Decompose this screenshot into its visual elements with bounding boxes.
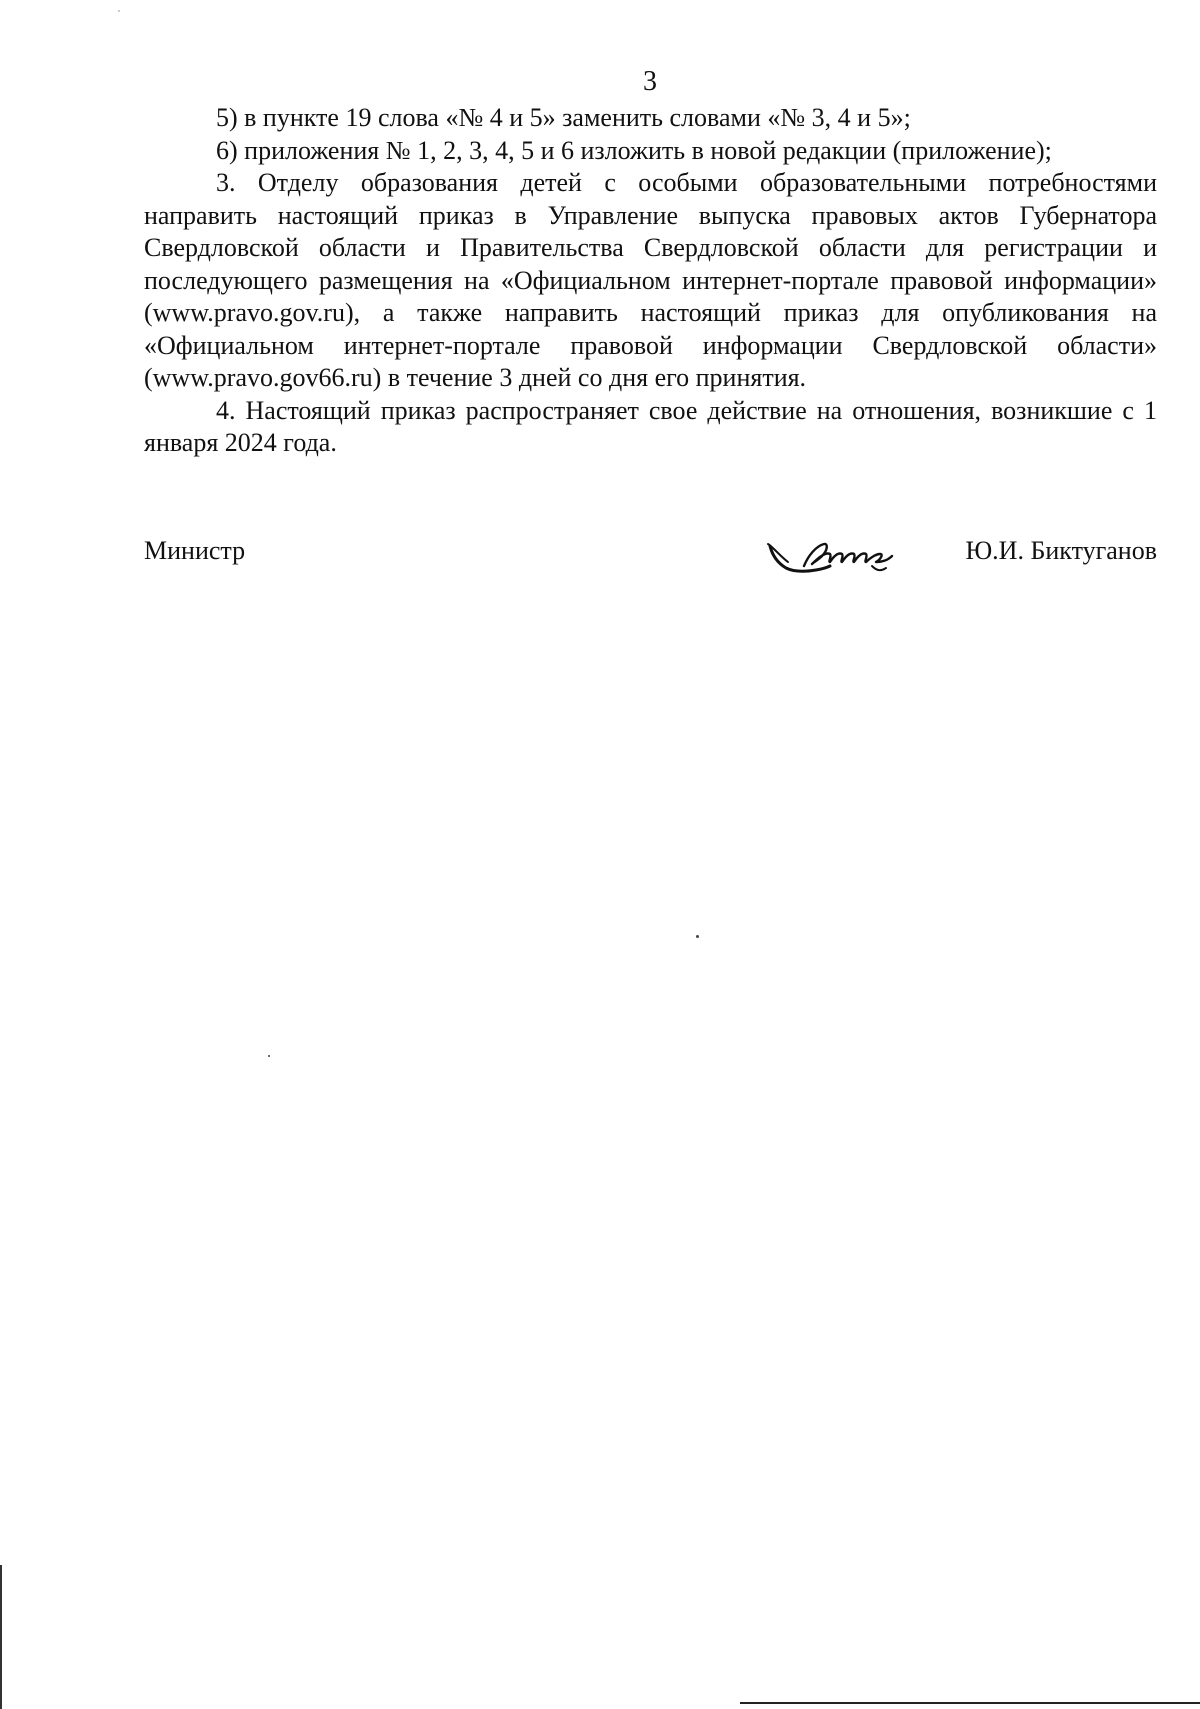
signatory-position: Министр <box>144 536 246 565</box>
paragraph-clause-4: 4. Настоящий приказ распространяет свое действие на отношения, возникшие с 1 января 2024 года. <box>144 395 1157 457</box>
scan-speck <box>268 1055 270 1057</box>
scan-edge-line <box>740 1702 1200 1704</box>
page-number: 3 <box>643 66 657 97</box>
handwritten-signature <box>764 532 904 578</box>
scan-speck <box>118 10 120 12</box>
paragraph-item-5: 5) в пункте 19 слова «№ 4 и 5» заменить словами «№ 3, 4 и 5»; <box>216 103 911 132</box>
scan-edge-line <box>0 1565 2 1709</box>
signature-block <box>144 532 1157 582</box>
scan-speck <box>696 935 699 938</box>
paragraph-item-6: 6) приложения № 1, 2, 3, 4, 5 и 6 изложить в новой редакции (приложение); <box>216 135 1052 165</box>
paragraph-clause-3: 3. Отделу образования детей с особыми образовательными потребностями направить настоящий приказ в Управление выпуска правовых актов Губернатора Свердловской области и Правительства Свердловской области для регистрации и последующего размещения на «Официальном интернет-портале правовой информации» (www.pravo.gov.ru), а также направить настоящий приказ для опубликования на «Официальном интернет-портале правовой информации Свердловской области» (www.pravo.gov66.ru) в течение 3 дней со дня его принятия. <box>144 168 1157 392</box>
document-body <box>144 102 1157 460</box>
signatory-name: Ю.И. Биктуганов <box>965 536 1157 565</box>
